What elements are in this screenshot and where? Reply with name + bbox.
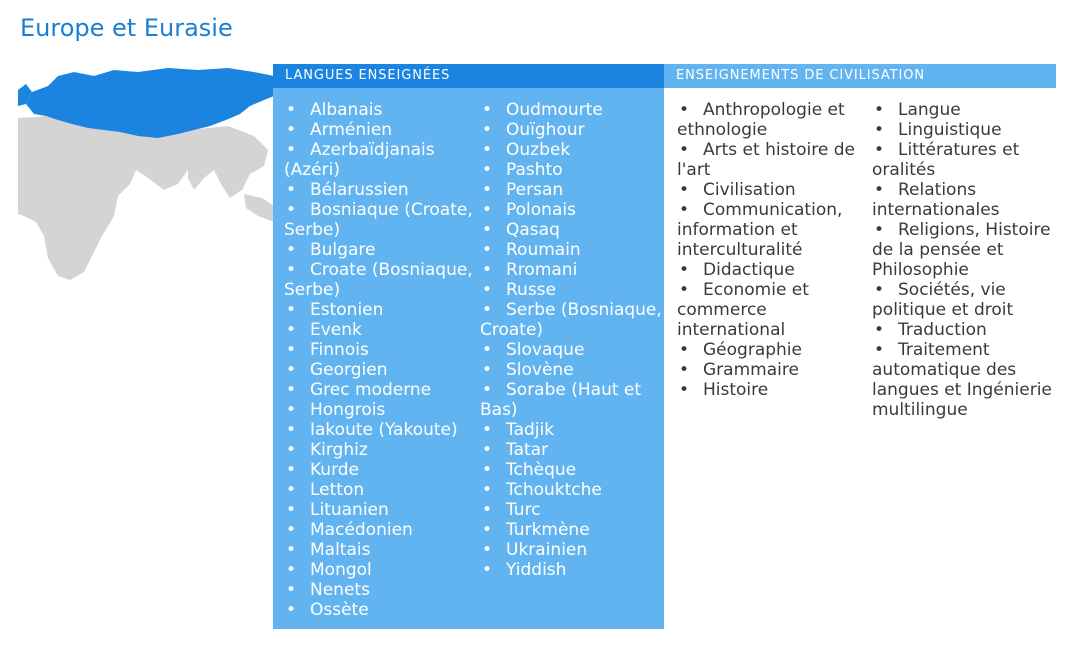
list-item bbox=[284, 140, 480, 180]
list-item bbox=[872, 120, 1052, 140]
list-item-text: Tadjik bbox=[506, 420, 555, 440]
list-item bbox=[480, 480, 664, 500]
list-item-text: Tchouktche bbox=[506, 480, 602, 500]
list-item bbox=[677, 180, 867, 200]
list-item bbox=[284, 340, 480, 360]
list-item-text: Sociétés, vie politique et droit bbox=[872, 280, 1014, 320]
list-item bbox=[872, 100, 1052, 120]
languages-header: LANGUES ENSEIGNÉES bbox=[273, 64, 664, 88]
list-item-text: Communication, information et interculturalité bbox=[677, 200, 843, 260]
list-item bbox=[284, 560, 480, 580]
list-item-text: Maltais bbox=[310, 540, 371, 560]
world-map-image bbox=[18, 66, 274, 286]
bullet-icon: • bbox=[679, 260, 690, 280]
list-item-text: Letton bbox=[310, 480, 365, 500]
list-item-text: Bélarussien bbox=[310, 180, 409, 200]
list-item bbox=[480, 460, 664, 480]
list-item-text: Pashto bbox=[506, 160, 563, 180]
list-item bbox=[284, 440, 480, 460]
bullet-icon: • bbox=[482, 120, 493, 140]
list-item-text: Mongol bbox=[310, 560, 372, 580]
bullet-icon: • bbox=[679, 140, 690, 160]
languages-list-col1 bbox=[284, 100, 480, 620]
bullet-icon: • bbox=[679, 200, 690, 220]
list-item-text: Persan bbox=[506, 180, 564, 200]
bullet-icon: • bbox=[482, 380, 493, 400]
list-item-text: Littératures et oralités bbox=[872, 140, 1020, 180]
list-item bbox=[284, 580, 480, 600]
bullet-icon: • bbox=[874, 100, 885, 120]
list-item bbox=[480, 240, 664, 260]
list-item-text: Slovaque bbox=[506, 340, 585, 360]
bullet-icon: • bbox=[286, 480, 297, 500]
bullet-icon: • bbox=[482, 260, 493, 280]
list-item-text: Arts et histoire de l'art bbox=[677, 140, 855, 180]
bullet-icon: • bbox=[679, 180, 690, 200]
list-item bbox=[677, 100, 867, 140]
list-item bbox=[284, 320, 480, 340]
list-item-text: Arménien bbox=[310, 120, 393, 140]
bullet-icon: • bbox=[286, 600, 297, 620]
list-item bbox=[872, 220, 1052, 280]
civilisation-list-col1 bbox=[677, 100, 867, 400]
list-item bbox=[284, 360, 480, 380]
list-item bbox=[872, 140, 1052, 180]
list-item-text: Economie et commerce international bbox=[677, 280, 809, 340]
bullet-icon: • bbox=[286, 360, 297, 380]
list-item bbox=[480, 200, 664, 220]
list-item bbox=[480, 420, 664, 440]
bullet-icon: • bbox=[286, 380, 297, 400]
bullet-icon: • bbox=[874, 220, 885, 240]
bullet-icon: • bbox=[286, 560, 297, 580]
list-item bbox=[284, 240, 480, 260]
bullet-icon: • bbox=[482, 100, 493, 120]
list-item bbox=[284, 500, 480, 520]
world-map-svg bbox=[18, 66, 274, 286]
list-item bbox=[677, 260, 867, 280]
bullet-icon: • bbox=[482, 420, 493, 440]
bullet-icon: • bbox=[286, 100, 297, 120]
bullet-icon: • bbox=[286, 140, 297, 160]
list-item-text: Iakoute (Yakoute) bbox=[310, 420, 458, 440]
languages-list-col2 bbox=[480, 100, 664, 580]
list-item-text: Estonien bbox=[310, 300, 384, 320]
list-item-text: Slovène bbox=[506, 360, 574, 380]
list-item-text: Turc bbox=[506, 500, 541, 520]
list-item bbox=[677, 380, 867, 400]
list-item bbox=[480, 180, 664, 200]
list-item-text: Evenk bbox=[310, 320, 362, 340]
bullet-icon: • bbox=[482, 160, 493, 180]
bullet-icon: • bbox=[482, 300, 493, 320]
bullet-icon: • bbox=[679, 360, 690, 380]
list-item bbox=[284, 100, 480, 120]
list-item-text: Ossète bbox=[310, 600, 369, 620]
list-item bbox=[284, 300, 480, 320]
list-item-text: Ouïghour bbox=[506, 120, 585, 140]
bullet-icon: • bbox=[286, 500, 297, 520]
bullet-icon: • bbox=[874, 180, 885, 200]
list-item-text: Linguistique bbox=[898, 120, 1002, 140]
bullet-icon: • bbox=[482, 360, 493, 380]
list-item-text: Albanais bbox=[310, 100, 383, 120]
page-title: Europe et Eurasie bbox=[20, 14, 233, 42]
list-item bbox=[677, 340, 867, 360]
list-item bbox=[284, 400, 480, 420]
list-item-text: Azerbaïdjanais (Azéri) bbox=[284, 140, 435, 180]
bullet-icon: • bbox=[482, 220, 493, 240]
list-item bbox=[480, 300, 664, 340]
list-item bbox=[284, 380, 480, 400]
bullet-icon: • bbox=[286, 320, 297, 340]
list-item bbox=[284, 480, 480, 500]
islands-land-shape bbox=[244, 194, 274, 222]
list-item bbox=[480, 520, 664, 540]
list-item-text: Ouzbek bbox=[506, 140, 571, 160]
bullet-icon: • bbox=[286, 540, 297, 560]
bullet-icon: • bbox=[874, 340, 885, 360]
list-item-text: Traitement automatique des langues et Ingénierie multilingue bbox=[872, 340, 1052, 420]
list-item bbox=[677, 280, 867, 340]
list-item bbox=[480, 560, 664, 580]
bullet-icon: • bbox=[286, 440, 297, 460]
list-item bbox=[284, 600, 480, 620]
list-item bbox=[480, 340, 664, 360]
list-item bbox=[480, 440, 664, 460]
bullet-icon: • bbox=[482, 200, 493, 220]
list-item-text: Bosniaque (Croate, Serbe) bbox=[284, 200, 473, 240]
list-item bbox=[480, 220, 664, 240]
bullet-icon: • bbox=[679, 380, 690, 400]
bullet-icon: • bbox=[286, 420, 297, 440]
list-item-text: Turkmène bbox=[506, 520, 590, 540]
list-item bbox=[677, 200, 867, 260]
list-item-text: Georgien bbox=[310, 360, 388, 380]
list-item bbox=[284, 420, 480, 440]
bullet-icon: • bbox=[286, 240, 297, 260]
list-item-text: Macédonien bbox=[310, 520, 413, 540]
bullet-icon: • bbox=[482, 460, 493, 480]
list-item-text: Anthropologie et ethnologie bbox=[677, 100, 845, 140]
bullet-icon: • bbox=[286, 340, 297, 360]
list-item-text: Didactique bbox=[703, 260, 795, 280]
list-item bbox=[480, 360, 664, 380]
list-item-text: Yiddish bbox=[506, 560, 567, 580]
civilisation-list-col2 bbox=[872, 100, 1052, 420]
list-item-text: Traduction bbox=[898, 320, 987, 340]
bullet-icon: • bbox=[482, 340, 493, 360]
list-item-text: Kurde bbox=[310, 460, 360, 480]
bullet-icon: • bbox=[286, 520, 297, 540]
bullet-icon: • bbox=[286, 580, 297, 600]
list-item-text: Grammaire bbox=[703, 360, 799, 380]
list-item bbox=[480, 540, 664, 560]
bullet-icon: • bbox=[286, 460, 297, 480]
bullet-icon: • bbox=[286, 400, 297, 420]
bullet-icon: • bbox=[286, 180, 297, 200]
bullet-icon: • bbox=[874, 280, 885, 300]
bullet-icon: • bbox=[679, 100, 690, 120]
list-item bbox=[480, 140, 664, 160]
list-item-text: Rromani bbox=[506, 260, 578, 280]
list-item-text: Ukrainien bbox=[506, 540, 588, 560]
list-item-text: Qasaq bbox=[506, 220, 560, 240]
bullet-icon: • bbox=[482, 280, 493, 300]
bullet-icon: • bbox=[482, 240, 493, 260]
list-item-text: Finnois bbox=[310, 340, 369, 360]
bullet-icon: • bbox=[482, 440, 493, 460]
bullet-icon: • bbox=[286, 200, 297, 220]
list-item-text: Oudmourte bbox=[506, 100, 603, 120]
bullet-icon: • bbox=[482, 560, 493, 580]
list-item-text: Croate (Bosniaque, Serbe) bbox=[284, 260, 473, 300]
list-item bbox=[284, 120, 480, 140]
list-item-text: Serbe (Bosniaque, Croate) bbox=[480, 300, 662, 340]
list-item bbox=[480, 380, 664, 420]
list-item-text: Civilisation bbox=[703, 180, 796, 200]
bullet-icon: • bbox=[286, 120, 297, 140]
list-item-text: Histoire bbox=[703, 380, 769, 400]
list-item-text: Religions, Histoire de la pensée et Philosophie bbox=[872, 220, 1051, 280]
list-item-text: Hongrois bbox=[310, 400, 386, 420]
list-item bbox=[284, 200, 480, 240]
list-item bbox=[480, 500, 664, 520]
list-item bbox=[284, 540, 480, 560]
list-item-text: Bulgare bbox=[310, 240, 376, 260]
list-item bbox=[480, 100, 664, 120]
bullet-icon: • bbox=[482, 180, 493, 200]
list-item-text: Relations internationales bbox=[872, 180, 1000, 220]
list-item bbox=[872, 180, 1052, 220]
list-item bbox=[872, 320, 1052, 340]
civilisation-header: ENSEIGNEMENTS DE CIVILISATION bbox=[664, 64, 1056, 88]
bullet-icon: • bbox=[286, 300, 297, 320]
list-item-text: Sorabe (Haut et Bas) bbox=[480, 380, 642, 420]
list-item bbox=[480, 120, 664, 140]
bullet-icon: • bbox=[482, 540, 493, 560]
bullet-icon: • bbox=[874, 120, 885, 140]
list-item-text: Géographie bbox=[703, 340, 802, 360]
list-item bbox=[284, 520, 480, 540]
list-item-text: Nenets bbox=[310, 580, 370, 600]
bullet-icon: • bbox=[286, 260, 297, 280]
bullet-icon: • bbox=[874, 140, 885, 160]
bullet-icon: • bbox=[679, 280, 690, 300]
bullet-icon: • bbox=[482, 520, 493, 540]
bullet-icon: • bbox=[874, 320, 885, 340]
list-item bbox=[284, 460, 480, 480]
list-item-text: Langue bbox=[898, 100, 961, 120]
list-item bbox=[284, 260, 480, 300]
list-item-text: Tchèque bbox=[506, 460, 577, 480]
list-item bbox=[677, 360, 867, 380]
bullet-icon: • bbox=[482, 140, 493, 160]
list-item-text: Roumain bbox=[506, 240, 581, 260]
bullet-icon: • bbox=[679, 340, 690, 360]
list-item-text: Kirghiz bbox=[310, 440, 368, 460]
bullet-icon: • bbox=[482, 500, 493, 520]
list-item bbox=[480, 260, 664, 280]
list-item bbox=[872, 280, 1052, 320]
list-item-text: Russe bbox=[506, 280, 556, 300]
list-item bbox=[284, 180, 480, 200]
list-item bbox=[480, 160, 664, 180]
list-item-text: Tatar bbox=[506, 440, 549, 460]
list-item bbox=[872, 340, 1052, 420]
list-item bbox=[480, 280, 664, 300]
list-item-text: Grec moderne bbox=[310, 380, 432, 400]
bullet-icon: • bbox=[482, 480, 493, 500]
list-item bbox=[677, 140, 867, 180]
list-item-text: Lituanien bbox=[310, 500, 389, 520]
list-item-text: Polonais bbox=[506, 200, 576, 220]
